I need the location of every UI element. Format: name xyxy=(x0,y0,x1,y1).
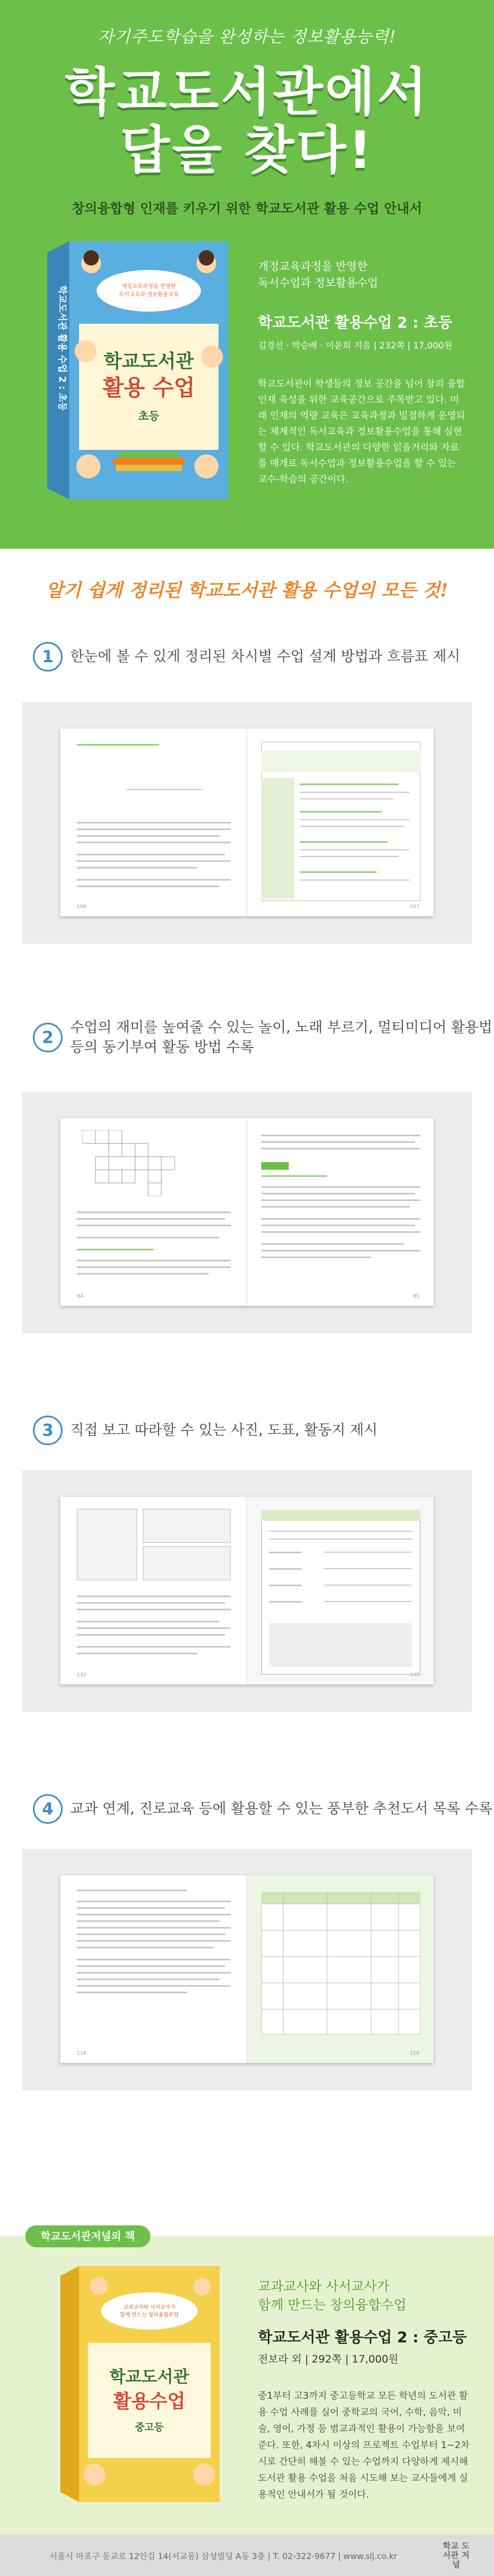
section-title: 교과 연계, 진로교육 등에 활용할 수 있는 풍부한 추천도서 목록 수록 xyxy=(70,1801,493,1817)
left-page: 118 xyxy=(60,1875,247,2063)
section-header xyxy=(33,1018,492,1057)
book-spread xyxy=(60,1875,434,2063)
svg-text:함께 만드는 창의융합수업: 함께 만드는 창의융합수업 xyxy=(120,2312,179,2318)
crossword-grid xyxy=(82,1130,192,1196)
section-header xyxy=(33,642,461,672)
section-number: 1 xyxy=(33,642,63,672)
page-spread-image xyxy=(22,1470,472,1712)
right-page: 107 xyxy=(247,729,434,916)
related-book-section xyxy=(0,2195,494,2576)
book-spread xyxy=(60,1118,434,1306)
book-cover-title2: 활용 수업 xyxy=(102,375,195,401)
footer xyxy=(0,2535,494,2576)
feature-banner xyxy=(0,549,494,631)
section-title-line2: 등의 동기부여 활동 방법 수록 xyxy=(70,1039,254,1056)
photo-3 xyxy=(143,1546,231,1580)
right-page: 85 xyxy=(247,1118,434,1306)
book-spread xyxy=(60,729,434,916)
section-title-line1: 수업의 재미를 높여줄 수 있는 놀이, 노래 부르기, 멀티미디어 활용법 xyxy=(70,1019,493,1036)
related-line1: 교과교사와 사서교사가 xyxy=(258,2279,390,2294)
section-title: 직접 보고 따라할 수 있는 사진, 도표, 활동지 제시 xyxy=(70,1422,378,1439)
book-cover-secondary xyxy=(60,2266,220,2502)
book-spine-title: 학교도서관 활용 수업 2 : 초등 xyxy=(57,285,68,411)
book-list-table xyxy=(261,1892,420,2034)
book2-cover-title1: 학교도서관 xyxy=(109,2368,189,2387)
photo-2 xyxy=(143,1509,231,1543)
hero-title-line2: 답을 찾다! xyxy=(120,121,374,181)
right-page: 133 xyxy=(247,1497,434,1684)
section-header xyxy=(33,1416,378,1445)
book-meta: 김경선 · 박승배 · 이윤희 지음 | 232쪽 | 17,000원 xyxy=(258,340,453,351)
section-header xyxy=(33,1794,492,1824)
feature-banner-text: 알기 쉽게 정리된 학교도서관 활용 수업의 모든 것! xyxy=(46,579,448,601)
book-cover-grade: 초등 xyxy=(138,409,160,422)
page-spread-image xyxy=(22,702,472,944)
book-spread xyxy=(60,1497,434,1684)
section-number: 4 xyxy=(33,1794,63,1824)
feature-section-1 xyxy=(0,631,494,1010)
feature-section-4 xyxy=(0,1794,494,2137)
book-description: 학교도서관이 학생들의 정보 공간을 넘어 창의 융합 인재 육성을 위한 교육공간으로 주목받고 있다. 미래 인재의 역량 교육은 교육과정과 밀접하게 운영되는 체계적인 독서교육과 정보활용수업을 통해 실현할 수 있다. 학교도서관의 다양한 읽을거리와 자료를 매개로 독서수업과 정보활용수업을 할 수 있는 교수-학습의 공간이다. xyxy=(258,379,465,485)
related-line2: 함께 만드는 창의융합수업 xyxy=(258,2297,407,2313)
svg-text:교과교사와 사서교사가: 교과교사와 사서교사가 xyxy=(123,2304,176,2310)
related-book-description: 중1부터 고3까지 중고등학교 모든 학년의 도서관 활용 수업 사례를 실어 중학교의 국어, 수학, 음악, 미술, 영어, 가정 등 범교과적인 활용이 가능함을 보여준다. 또한, 4차시 이상의 프로젝트 수업부터 1~2차시로 간단히 해볼 수 있는 수업까지 다양하게 제시해 도서관 활용 수업을 처음 시도해 보는 교사들에게 실용적인 안내서가 될 것이다. xyxy=(258,2391,470,2500)
feature-section-2 xyxy=(0,1010,494,1416)
info-line1: 개정교육과정을 반영한 xyxy=(258,260,368,273)
right-page: 119 xyxy=(247,1875,434,2063)
left-page: 132 xyxy=(60,1497,247,1684)
hero-subtitle: 창의융합형 인재를 키우기 위한 학교도서관 활용 수업 안내서 xyxy=(71,201,423,216)
photo-1 xyxy=(77,1509,137,1580)
left-page: 106 xyxy=(60,729,247,916)
svg-text:개정교육과정을 반영한: 개정교육과정을 반영한 xyxy=(121,284,176,290)
book-cover-illustration xyxy=(47,241,228,499)
related-book-title: 학교도서관 활용수업 2 : 중고등 xyxy=(258,2329,467,2346)
page-spread-image xyxy=(22,1849,472,2090)
book-cover-elementary xyxy=(47,241,228,499)
section-title: 한눈에 볼 수 있게 정리된 차시별 수업 설계 방법과 흐름표 제시 xyxy=(70,649,461,665)
page-spread-image xyxy=(22,1092,472,1333)
footer-address: 서울시 마포구 동교로 12안길 14(서교동) 삼성빌딩 A동 3층 | T. 02-322-9677 | www.slj.co.kr xyxy=(49,2551,397,2561)
book2-cover-grade: 중고등 xyxy=(134,2422,164,2433)
hero-title-line1: 학교도서관에서 xyxy=(65,63,429,122)
book-info xyxy=(258,258,467,488)
info-line2: 독서수업과 정보활용수업 xyxy=(258,276,378,289)
related-book-info xyxy=(258,2277,472,2503)
book-title: 학교도서관 활용수업 2 : 초등 xyxy=(258,314,453,331)
publisher-logo: 학교 도서관 저널 xyxy=(442,2541,470,2569)
section-number: 3 xyxy=(33,1416,63,1445)
related-book-label: 학교도서관저널의 책 xyxy=(25,2225,150,2247)
feature-section-3 xyxy=(0,1416,494,1794)
svg-text:독서교육과 정보활용교육: 독서교육과 정보활용교육 xyxy=(119,292,179,298)
book-cover-illustration xyxy=(60,2266,220,2502)
hero-tagline: 자기주도학습을 완성하는 정보활용능력! xyxy=(98,27,396,47)
book2-cover-title2: 활용수업 xyxy=(113,2391,186,2412)
book-cover-title1: 학교도서관 xyxy=(103,351,194,373)
section-number: 2 xyxy=(33,1023,63,1052)
left-page: 84 xyxy=(60,1118,247,1306)
related-book-meta: 전보라 외 | 292쪽 | 17,000원 xyxy=(258,2353,398,2365)
hero-section xyxy=(0,0,494,549)
